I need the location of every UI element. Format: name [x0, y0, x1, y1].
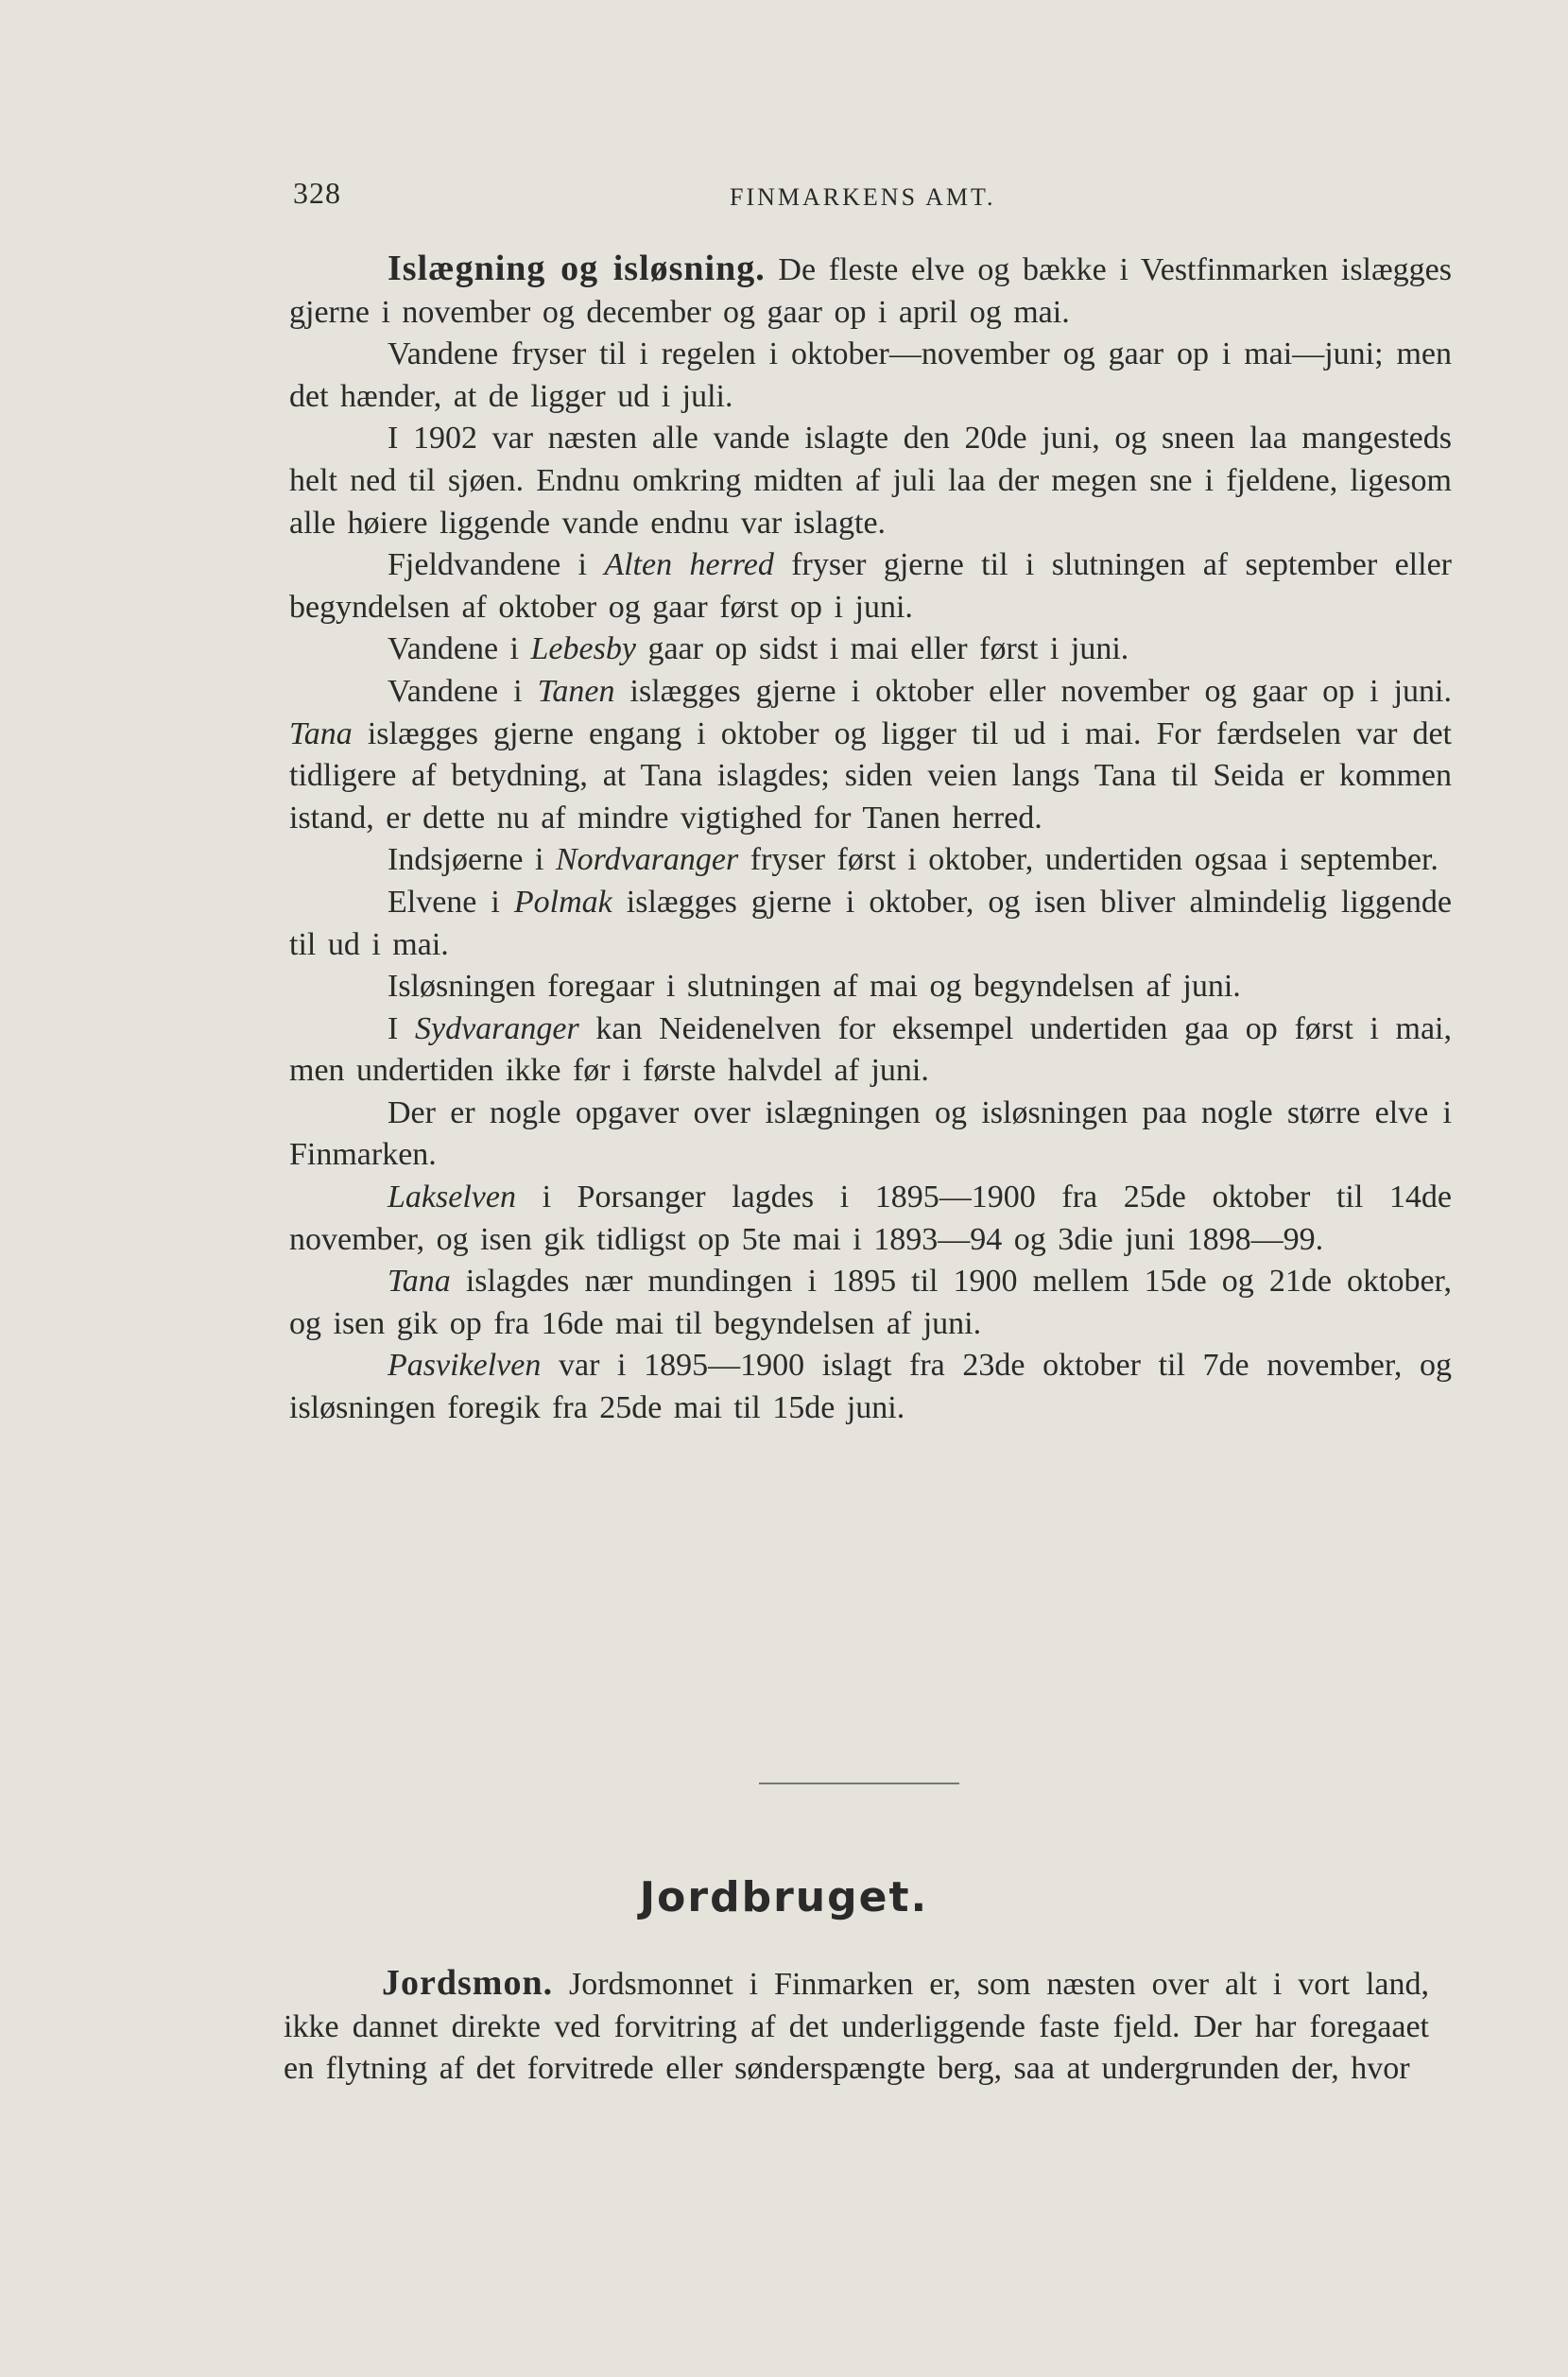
paragraph-text: kan Neidenelven for eksempel undertiden gaa op først i mai, men undertiden ikke før i første halvdel af juni.	[289, 1010, 1452, 1089]
paragraph-text: islagdes nær mundingen i 1895 til 1900 mellem 15de og 21de oktober, og isen gik op fra 16de mai til begyndelsen af juni.	[289, 1264, 1452, 1341]
paragraph	[289, 334, 1452, 418]
paragraph	[289, 882, 1452, 966]
paragraph-text: fryser gjerne til i slutningen af september eller begyndelsen af oktober og gaar først op i juni.	[289, 547, 1452, 625]
paragraph-text: islægges gjerne i oktober, og isen bliver almindelig liggende til ud i mai.	[289, 884, 1452, 962]
place-name: Lebesby	[530, 631, 636, 667]
paragraph	[289, 544, 1452, 629]
place-name: Pasvikelven	[388, 1348, 542, 1384]
section-islaegning	[289, 248, 1452, 1430]
paragraph-text: Der er nogle opgaver over islægningen og isløsningen paa nogle større elve i Finmarken.	[289, 1094, 1452, 1173]
paragraph-text: Vandene i	[388, 631, 531, 667]
place-name: Polmak	[513, 884, 612, 920]
paragraph-text: Vandene fryser til i regelen i oktober—november og gaar op i mai—juni; men det hænder, at de ligger ud i juli.	[289, 336, 1452, 414]
place-name: Sydvaranger	[414, 1010, 579, 1046]
place-name: Tanen	[537, 673, 615, 709]
paragraph	[289, 1093, 1452, 1177]
paragraph-text: Elvene i	[388, 884, 514, 920]
place-name: Nordvaranger	[555, 842, 739, 878]
paragraph	[289, 1008, 1452, 1093]
paragraph-text: Isløsningen foregaar i slutningen af mai og begyndelsen af juni.	[388, 969, 1241, 1005]
paragraph-text: fryser først i oktober, undertiden ogsaa i september.	[738, 842, 1439, 878]
paragraph-text: i Porsanger lagdes i 1895—1900 fra 25de oktober til 14de november, og isen gik tidligst op 5te mai i 1893—94 og 3die juni 1898—99.	[289, 1180, 1452, 1257]
page-number: 328	[293, 176, 341, 210]
paragraph-text: Vandene i	[388, 673, 538, 709]
paragraph	[289, 1345, 1452, 1429]
section-heading: Islægning og isløsning.	[388, 249, 766, 288]
paragraph-text: gaar op sidst i mai eller først i juni.	[635, 631, 1129, 667]
paragraph-text: Indsjøerne i	[388, 842, 556, 878]
paragraph-text: Jordsmonnet i Finmarken er, som næsten over alt i vort land, ikke dannet direkte ved forvitring af det underliggende faste fjeld. Der har foregaaet en flytning af det forvitrede eller sønderspængte berg, saa at undergrunden der, hvor	[284, 1967, 1429, 2087]
paragraph	[289, 418, 1452, 544]
section-divider	[759, 1783, 959, 1784]
paragraph	[289, 1261, 1452, 1345]
paragraph-text: Fjeldvandene i	[388, 547, 605, 583]
paragraph	[289, 839, 1452, 882]
section-jordsmon	[284, 1962, 1429, 2091]
paragraph	[284, 1962, 1429, 2091]
place-name: Alten herred	[604, 547, 774, 583]
paragraph	[289, 629, 1452, 671]
paragraph-text: De fleste elve og bække i Vestfinmarken islægges gjerne i november og december og gaar op i april og mai.	[289, 252, 1453, 330]
paragraph	[289, 1177, 1452, 1261]
place-name: Tana	[289, 715, 353, 751]
paragraph-text: islægges gjerne engang i oktober og ligger til ud i mai. For færdselen var det tidligere af betydning, at Tana islagdes; siden veien langs Tana til Seida er kommen istand, er dette nu af mindre vigtighed for Tanen herred.	[289, 715, 1452, 835]
section-heading: Jordsmon.	[382, 1963, 554, 2003]
paragraph-text: islægges gjerne i oktober eller november og gaar op i juni.	[614, 673, 1452, 709]
paragraph-text: I	[388, 1010, 415, 1046]
paragraph	[289, 966, 1452, 1008]
paragraph-text: I 1902 var næsten alle vande islagte den 20de juni, og sneen laa mangesteds helt ned til sjøen. Endnu omkring midten af juli laa der megen sne i fjeldene, ligesom alle høiere liggende vande endnu var islagte.	[289, 421, 1452, 541]
place-name: Tana	[388, 1264, 451, 1300]
running-title: FINMARKENS AMT.	[730, 183, 996, 211]
paragraph	[289, 248, 1452, 334]
paragraph	[289, 671, 1452, 839]
place-name: Lakselven	[388, 1180, 516, 1215]
chapter-title: Jordbruget.	[639, 1873, 929, 1921]
paragraph-text: var i 1895—1900 islagt fra 23de oktober til 7de november, og isløsningen foregik fra 25de mai til 15de juni.	[289, 1348, 1452, 1426]
page-header	[293, 176, 1427, 214]
